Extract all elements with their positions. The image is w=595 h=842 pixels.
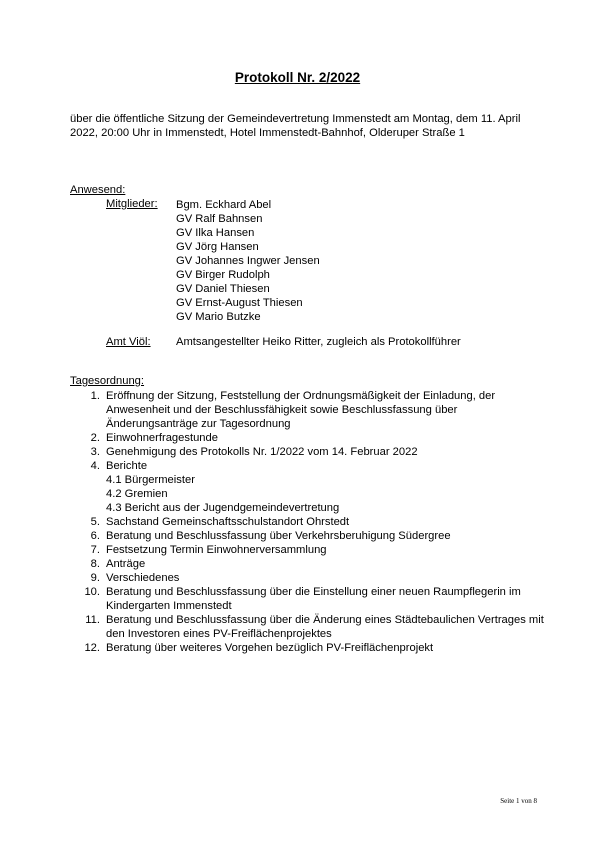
agenda-subitem: 4.2 Gremien	[106, 488, 168, 500]
agenda-item-number: 6.	[90, 530, 100, 542]
agenda-item-number: 3.	[90, 446, 100, 458]
member-item: GV Jörg Hansen	[176, 241, 259, 253]
agenda-item-number: 4.	[90, 460, 100, 472]
agenda-item-text: Berichte	[106, 460, 148, 472]
agenda-item	[70, 585, 550, 613]
member-item: Bgm. Eckhard Abel	[176, 199, 272, 211]
amt-staff-text: Amtsangestellter Heiko Ritter, zugleich als Protokollführer	[176, 336, 461, 348]
agenda-subitem: 4.3 Bericht aus der Jugendgemeindevertretung	[106, 502, 340, 514]
agenda-item-text: Sachstand Gemeinschaftsschulstandort Ohrstedt	[106, 516, 350, 528]
agenda-item-number: 8.	[90, 558, 100, 570]
agenda-heading: Tagesordnung:	[70, 375, 145, 387]
agenda-item-text: Einwohnerfragestunde	[106, 432, 218, 444]
agenda-item-number: 9.	[90, 572, 100, 584]
agenda-item	[70, 557, 550, 571]
agenda-item-text: Beratung und Beschlussfassung über die Einstellung einer neuen Raumpflegerin im Kindergarten Immenstedt	[106, 586, 521, 612]
member-item: GV Ernst-August Thiesen	[176, 297, 303, 309]
member-item: GV Johannes Ingwer Jensen	[176, 255, 320, 267]
agenda-item-text: Eröffnung der Sitzung, Feststellung der Ordnungsmäßigkeit der Einladung, der Anwesenheit und der Beschlussfähigkeit sowie Beschlussfassung über Änderungsanträge zur Tagesordnung	[106, 390, 496, 430]
intro-paragraph: über die öffentliche Sitzung der Gemeindevertretung Immenstedt am Montag, dem 11. April 2022, 20:00 Uhr in Immenstedt, Hotel Immenstedt-Bahnhof, Olderuper Straße 1	[70, 113, 521, 139]
agenda-item-number: 5.	[90, 516, 100, 528]
agenda-item-text: Beratung und Beschlussfassung über Verkehrsberuhigung Südergree	[106, 530, 451, 542]
agenda-item-number: 7.	[90, 544, 100, 556]
present-heading: Anwesend:	[70, 184, 126, 196]
agenda-item	[70, 613, 550, 641]
agenda-item-text: Beratung über weiteres Vorgehen bezüglich PV-Freiflächenprojekt	[106, 642, 434, 654]
amt-label: Amt Viöl:	[106, 336, 151, 348]
agenda-item	[70, 459, 550, 515]
page-footer: Seite 1 von 8	[500, 797, 537, 805]
agenda-item	[70, 445, 550, 459]
agenda-item-text: Beratung und Beschlussfassung über die Änderung eines Städtebaulichen Vertrages mit den Investoren eines PV-Freiflächenprojektes	[106, 614, 544, 640]
agenda-item	[70, 515, 550, 529]
member-item: GV Birger Rudolph	[176, 269, 270, 281]
agenda-item-text: Anträge	[106, 558, 146, 570]
agenda-item	[70, 389, 550, 431]
agenda-item-number: 1.	[90, 390, 100, 402]
agenda-item-number: 2.	[90, 432, 100, 444]
agenda-item	[70, 571, 550, 585]
agenda-item-number: 11.	[85, 614, 100, 626]
members-list	[176, 198, 320, 324]
document-title: Protokoll Nr. 2/2022	[234, 70, 361, 85]
agenda-item	[70, 431, 550, 445]
member-item: GV Mario Butzke	[176, 311, 261, 323]
agenda-item-text: Verschiedenes	[106, 572, 180, 584]
agenda-item-number: 10.	[84, 586, 100, 598]
agenda-item-number: 12.	[84, 642, 100, 654]
member-item: GV Daniel Thiesen	[176, 283, 270, 295]
agenda-item	[70, 529, 550, 543]
agenda-list	[70, 389, 550, 655]
member-item: GV Ralf Bahnsen	[176, 213, 263, 225]
agenda-item-text: Genehmigung des Protokolls Nr. 1/2022 vom 14. Februar 2022	[106, 446, 418, 458]
agenda-item	[70, 641, 550, 655]
agenda-subitem: 4.1 Bürgermeister	[106, 474, 195, 486]
members-label: Mitglieder:	[106, 198, 158, 210]
agenda-item	[70, 543, 550, 557]
member-item: GV Ilka Hansen	[176, 227, 255, 239]
agenda-item-text: Festsetzung Termin Einwohnerversammlung	[106, 544, 327, 556]
